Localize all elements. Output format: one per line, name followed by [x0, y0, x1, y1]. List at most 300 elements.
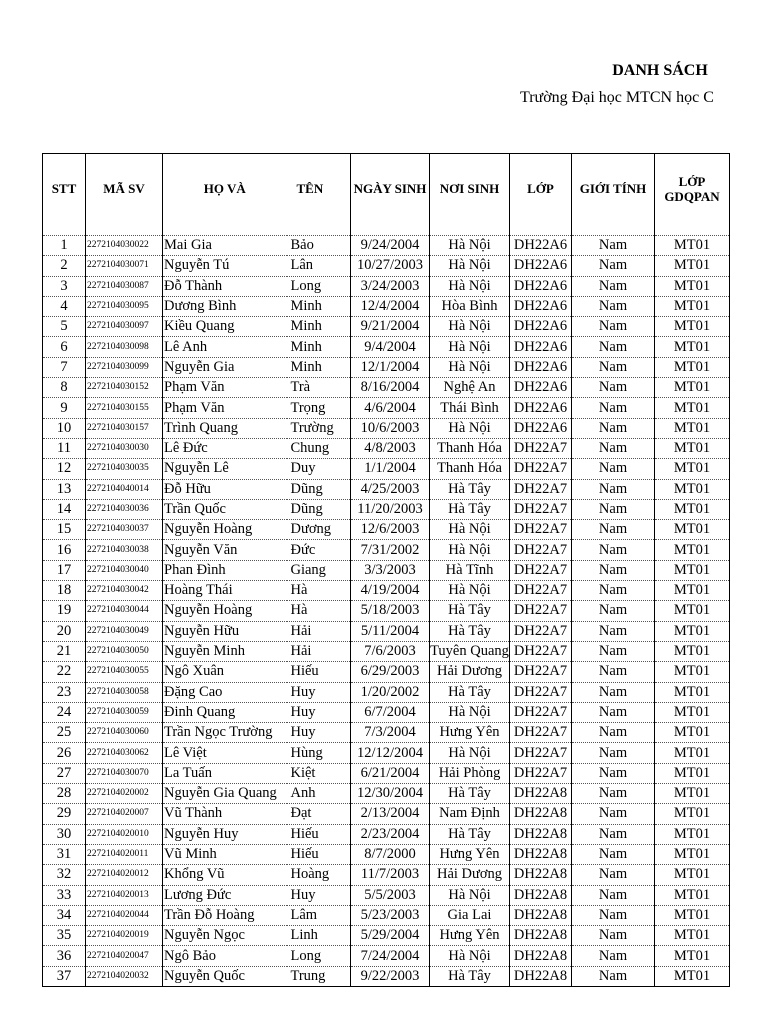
- cell-lop-gdqpan: MT01: [655, 723, 730, 743]
- cell-stt: 1: [43, 236, 86, 256]
- cell-ngay-sinh: 8/7/2000: [351, 844, 430, 864]
- document-subtitle: Trường Đại học MTCN học C: [520, 89, 714, 106]
- cell-noi-sinh: Hà Tây: [430, 499, 510, 519]
- cell-ten: Minh: [287, 317, 351, 337]
- cell-lop-gdqpan: MT01: [655, 398, 730, 418]
- cell-gioi-tinh: Nam: [572, 560, 655, 580]
- cell-ten: Đức: [287, 540, 351, 560]
- cell-ten: Dũng: [287, 499, 351, 519]
- cell-gioi-tinh: Nam: [572, 905, 655, 925]
- cell-gioi-tinh: Nam: [572, 702, 655, 722]
- cell-lop-gdqpan: MT01: [655, 885, 730, 905]
- cell-ma-sv: 2272104030152: [86, 378, 163, 398]
- cell-ma-sv: 2272104030062: [86, 743, 163, 763]
- cell-stt: 35: [43, 926, 86, 946]
- cell-ngay-sinh: 9/22/2003: [351, 966, 430, 986]
- cell-ten: Long: [287, 276, 351, 296]
- cell-lop-gdqpan: MT01: [655, 520, 730, 540]
- cell-ho: Vũ Thành: [163, 804, 287, 824]
- cell-lop-gdqpan: MT01: [655, 784, 730, 804]
- table-row: [43, 479, 730, 499]
- cell-noi-sinh: Hà Tĩnh: [430, 560, 510, 580]
- cell-ngay-sinh: 6/21/2004: [351, 763, 430, 783]
- cell-ho: Đỗ Thành: [163, 276, 287, 296]
- cell-ngay-sinh: 12/4/2004: [351, 296, 430, 316]
- cell-ho: Nguyễn Gia Quang: [163, 784, 287, 804]
- cell-gioi-tinh: Nam: [572, 946, 655, 966]
- cell-noi-sinh: Hưng Yên: [430, 723, 510, 743]
- cell-ngay-sinh: 4/6/2004: [351, 398, 430, 418]
- cell-lop: DH22A7: [510, 459, 572, 479]
- cell-noi-sinh: Hà Tây: [430, 784, 510, 804]
- cell-ho: Phạm Văn: [163, 398, 287, 418]
- cell-lop-gdqpan: MT01: [655, 438, 730, 458]
- cell-lop: DH22A8: [510, 844, 572, 864]
- cell-gioi-tinh: Nam: [572, 378, 655, 398]
- cell-ten: Lân: [287, 256, 351, 276]
- cell-gioi-tinh: Nam: [572, 824, 655, 844]
- cell-lop-gdqpan: MT01: [655, 621, 730, 641]
- cell-ma-sv: 2272104030036: [86, 499, 163, 519]
- cell-lop-gdqpan: MT01: [655, 702, 730, 722]
- cell-ngay-sinh: 7/3/2004: [351, 723, 430, 743]
- table-row: [43, 905, 730, 925]
- cell-ho: Nguyễn Hữu: [163, 621, 287, 641]
- cell-lop: DH22A7: [510, 743, 572, 763]
- header-noi-sinh: NƠI SINH: [430, 154, 510, 224]
- cell-noi-sinh: Nghệ An: [430, 378, 510, 398]
- cell-noi-sinh: Hà Nội: [430, 256, 510, 276]
- cell-noi-sinh: Hà Tây: [430, 479, 510, 499]
- cell-ten: Bảo: [287, 236, 351, 256]
- table-row: [43, 398, 730, 418]
- cell-lop-gdqpan: MT01: [655, 581, 730, 601]
- table-row: [43, 824, 730, 844]
- cell-stt: 24: [43, 702, 86, 722]
- cell-noi-sinh: Hải Dương: [430, 662, 510, 682]
- cell-noi-sinh: Nam Định: [430, 804, 510, 824]
- table-row: [43, 621, 730, 641]
- cell-ten: Linh: [287, 926, 351, 946]
- cell-ho: Nguyễn Minh: [163, 641, 287, 661]
- cell-lop-gdqpan: MT01: [655, 337, 730, 357]
- cell-lop-gdqpan: MT01: [655, 763, 730, 783]
- table-row: [43, 601, 730, 621]
- cell-gioi-tinh: Nam: [572, 682, 655, 702]
- header-ho: HỌ VÀ: [163, 154, 287, 224]
- table-row: [43, 641, 730, 661]
- cell-ma-sv: 2272104020047: [86, 946, 163, 966]
- cell-lop: DH22A7: [510, 520, 572, 540]
- cell-gioi-tinh: Nam: [572, 317, 655, 337]
- cell-lop: DH22A7: [510, 601, 572, 621]
- cell-lop: DH22A8: [510, 784, 572, 804]
- cell-ngay-sinh: 7/31/2002: [351, 540, 430, 560]
- cell-ho: Trình Quang: [163, 418, 287, 438]
- cell-ho: Lương Đức: [163, 885, 287, 905]
- cell-lop: DH22A7: [510, 479, 572, 499]
- cell-gioi-tinh: Nam: [572, 438, 655, 458]
- spacer-cell: [287, 223, 351, 236]
- table-row: [43, 438, 730, 458]
- header-ten: TÊN: [287, 154, 351, 224]
- cell-ten: Dũng: [287, 479, 351, 499]
- cell-ho: Lê Việt: [163, 743, 287, 763]
- header-spacer-row: [43, 223, 730, 236]
- cell-ten: Huy: [287, 682, 351, 702]
- cell-lop-gdqpan: MT01: [655, 824, 730, 844]
- cell-lop: DH22A8: [510, 905, 572, 925]
- cell-ho: Đặng Cao: [163, 682, 287, 702]
- cell-lop: DH22A7: [510, 499, 572, 519]
- cell-noi-sinh: Hà Tây: [430, 824, 510, 844]
- cell-ma-sv: 2272104030087: [86, 276, 163, 296]
- spacer-cell: [163, 223, 287, 236]
- cell-ma-sv: 2272104020007: [86, 804, 163, 824]
- cell-stt: 33: [43, 885, 86, 905]
- cell-ten: Hải: [287, 621, 351, 641]
- spacer-cell: [351, 223, 430, 236]
- table-row: [43, 723, 730, 743]
- cell-lop: DH22A7: [510, 621, 572, 641]
- table-row: [43, 560, 730, 580]
- cell-ngay-sinh: 12/30/2004: [351, 784, 430, 804]
- header-ma-sv: MÃ SV: [86, 154, 163, 224]
- table-row: [43, 276, 730, 296]
- cell-ten: Minh: [287, 337, 351, 357]
- table-row: [43, 966, 730, 986]
- cell-lop-gdqpan: MT01: [655, 378, 730, 398]
- cell-lop: DH22A6: [510, 236, 572, 256]
- header-lop-gdqpan: LỚP GDQPAN: [655, 154, 730, 224]
- cell-gioi-tinh: Nam: [572, 601, 655, 621]
- header-lop: LỚP: [510, 154, 572, 224]
- cell-ma-sv: 2272104030022: [86, 236, 163, 256]
- cell-ten: Hà: [287, 581, 351, 601]
- cell-ma-sv: 2272104020013: [86, 885, 163, 905]
- cell-noi-sinh: Hà Nội: [430, 418, 510, 438]
- cell-lop: DH22A7: [510, 540, 572, 560]
- cell-ngay-sinh: 2/23/2004: [351, 824, 430, 844]
- spacer-cell: [86, 223, 163, 236]
- cell-ten: Anh: [287, 784, 351, 804]
- cell-gioi-tinh: Nam: [572, 479, 655, 499]
- table-row: [43, 885, 730, 905]
- cell-ho: Kiều Quang: [163, 317, 287, 337]
- cell-ten: Chung: [287, 438, 351, 458]
- cell-ho: Nguyễn Tú: [163, 256, 287, 276]
- cell-noi-sinh: Hưng Yên: [430, 926, 510, 946]
- table-row: [43, 865, 730, 885]
- cell-ten: Trường: [287, 418, 351, 438]
- cell-ma-sv: 2272104030035: [86, 459, 163, 479]
- cell-lop-gdqpan: MT01: [655, 499, 730, 519]
- cell-lop-gdqpan: MT01: [655, 459, 730, 479]
- cell-lop-gdqpan: MT01: [655, 296, 730, 316]
- table-row: [43, 662, 730, 682]
- cell-gioi-tinh: Nam: [572, 743, 655, 763]
- cell-noi-sinh: Gia Lai: [430, 905, 510, 925]
- cell-ngay-sinh: 6/7/2004: [351, 702, 430, 722]
- cell-lop: DH22A6: [510, 337, 572, 357]
- cell-ma-sv: 2272104030050: [86, 641, 163, 661]
- cell-ngay-sinh: 5/11/2004: [351, 621, 430, 641]
- spacer-cell: [510, 223, 572, 236]
- cell-ngay-sinh: 12/12/2004: [351, 743, 430, 763]
- cell-lop-gdqpan: MT01: [655, 946, 730, 966]
- cell-stt: 34: [43, 905, 86, 925]
- cell-noi-sinh: Hải Phòng: [430, 763, 510, 783]
- cell-gioi-tinh: Nam: [572, 621, 655, 641]
- cell-gioi-tinh: Nam: [572, 520, 655, 540]
- cell-noi-sinh: Hà Nội: [430, 581, 510, 601]
- cell-gioi-tinh: Nam: [572, 844, 655, 864]
- cell-stt: 22: [43, 662, 86, 682]
- cell-ho: Đinh Quang: [163, 702, 287, 722]
- document-title: DANH SÁCH: [612, 62, 708, 79]
- cell-lop: DH22A6: [510, 276, 572, 296]
- cell-ma-sv: 2272104030070: [86, 763, 163, 783]
- cell-noi-sinh: Hà Tây: [430, 682, 510, 702]
- cell-lop: DH22A7: [510, 438, 572, 458]
- cell-ngay-sinh: 6/29/2003: [351, 662, 430, 682]
- cell-ngay-sinh: 10/27/2003: [351, 256, 430, 276]
- cell-lop-gdqpan: MT01: [655, 966, 730, 986]
- cell-lop: DH22A6: [510, 317, 572, 337]
- cell-ten: Hải: [287, 641, 351, 661]
- cell-noi-sinh: Hòa Bình: [430, 296, 510, 316]
- cell-stt: 21: [43, 641, 86, 661]
- cell-ho: Nguyễn Huy: [163, 824, 287, 844]
- cell-ten: Kiệt: [287, 763, 351, 783]
- cell-stt: 10: [43, 418, 86, 438]
- table-row: [43, 784, 730, 804]
- cell-lop-gdqpan: MT01: [655, 865, 730, 885]
- cell-ma-sv: 2272104030049: [86, 621, 163, 641]
- cell-ten: Hiếu: [287, 844, 351, 864]
- cell-ngay-sinh: 2/13/2004: [351, 804, 430, 824]
- spacer-cell: [572, 223, 655, 236]
- cell-gioi-tinh: Nam: [572, 296, 655, 316]
- cell-lop-gdqpan: MT01: [655, 844, 730, 864]
- cell-ho: Nguyễn Văn: [163, 540, 287, 560]
- cell-gioi-tinh: Nam: [572, 926, 655, 946]
- cell-stt: 7: [43, 357, 86, 377]
- cell-noi-sinh: Tuyên Quang: [430, 641, 510, 661]
- cell-lop: DH22A8: [510, 946, 572, 966]
- cell-ho: Khổng Vũ: [163, 865, 287, 885]
- cell-ngay-sinh: 7/24/2004: [351, 946, 430, 966]
- cell-stt: 18: [43, 581, 86, 601]
- cell-gioi-tinh: Nam: [572, 236, 655, 256]
- cell-lop-gdqpan: MT01: [655, 276, 730, 296]
- cell-ten: Trọng: [287, 398, 351, 418]
- cell-ho: Nguyễn Hoàng: [163, 601, 287, 621]
- table-row: [43, 418, 730, 438]
- cell-stt: 3: [43, 276, 86, 296]
- cell-noi-sinh: Hà Nội: [430, 337, 510, 357]
- cell-ma-sv: 2272104030042: [86, 581, 163, 601]
- cell-lop: DH22A8: [510, 885, 572, 905]
- cell-lop-gdqpan: MT01: [655, 357, 730, 377]
- cell-gioi-tinh: Nam: [572, 418, 655, 438]
- table-header-row: [43, 154, 730, 224]
- cell-ma-sv: 2272104030038: [86, 540, 163, 560]
- spacer-cell: [655, 223, 730, 236]
- cell-ngay-sinh: 4/8/2003: [351, 438, 430, 458]
- cell-ho: Nguyễn Lê: [163, 459, 287, 479]
- table-row: [43, 459, 730, 479]
- cell-ho: Phạm Văn: [163, 378, 287, 398]
- cell-noi-sinh: Hà Tây: [430, 966, 510, 986]
- cell-stt: 6: [43, 337, 86, 357]
- cell-ma-sv: 2272104020002: [86, 784, 163, 804]
- cell-ho: Lê Đức: [163, 438, 287, 458]
- cell-ho: La Tuấn: [163, 763, 287, 783]
- cell-ten: Duy: [287, 459, 351, 479]
- cell-gioi-tinh: Nam: [572, 337, 655, 357]
- cell-stt: 9: [43, 398, 86, 418]
- cell-noi-sinh: Hưng Yên: [430, 844, 510, 864]
- header-gioi-tinh: GIỚI TÍNH: [572, 154, 655, 224]
- table-row: [43, 926, 730, 946]
- cell-ten: Trung: [287, 966, 351, 986]
- cell-ma-sv: 2272104020012: [86, 865, 163, 885]
- cell-noi-sinh: Thanh Hóa: [430, 459, 510, 479]
- cell-ma-sv: 2272104020011: [86, 844, 163, 864]
- cell-stt: 20: [43, 621, 86, 641]
- cell-ma-sv: 2272104030060: [86, 723, 163, 743]
- cell-ho: Trần Ngọc Trường: [163, 723, 287, 743]
- cell-noi-sinh: Hải Dương: [430, 865, 510, 885]
- table-row: [43, 520, 730, 540]
- cell-gioi-tinh: Nam: [572, 804, 655, 824]
- cell-ten: Hùng: [287, 743, 351, 763]
- table-row: [43, 763, 730, 783]
- cell-ho: Ngô Xuân: [163, 662, 287, 682]
- cell-ma-sv: 2272104030098: [86, 337, 163, 357]
- cell-noi-sinh: Hà Nội: [430, 276, 510, 296]
- cell-stt: 29: [43, 804, 86, 824]
- cell-ma-sv: 2272104030095: [86, 296, 163, 316]
- cell-lop: DH22A6: [510, 398, 572, 418]
- cell-lop: DH22A8: [510, 926, 572, 946]
- cell-lop: DH22A7: [510, 702, 572, 722]
- cell-ma-sv: 2272104030099: [86, 357, 163, 377]
- cell-lop-gdqpan: MT01: [655, 418, 730, 438]
- cell-noi-sinh: Thái Bình: [430, 398, 510, 418]
- cell-gioi-tinh: Nam: [572, 276, 655, 296]
- cell-ho: Trần Quốc: [163, 499, 287, 519]
- cell-lop: DH22A7: [510, 560, 572, 580]
- cell-ho: Nguyễn Gia: [163, 357, 287, 377]
- cell-ngay-sinh: 1/1/2004: [351, 459, 430, 479]
- cell-stt: 14: [43, 499, 86, 519]
- cell-ma-sv: 2272104020032: [86, 966, 163, 986]
- cell-stt: 12: [43, 459, 86, 479]
- cell-ma-sv: 2272104030157: [86, 418, 163, 438]
- cell-lop-gdqpan: MT01: [655, 682, 730, 702]
- cell-stt: 23: [43, 682, 86, 702]
- cell-lop-gdqpan: MT01: [655, 479, 730, 499]
- cell-gioi-tinh: Nam: [572, 865, 655, 885]
- cell-gioi-tinh: Nam: [572, 581, 655, 601]
- cell-ngay-sinh: 1/20/2002: [351, 682, 430, 702]
- table-row: [43, 296, 730, 316]
- table-row: [43, 946, 730, 966]
- cell-lop: DH22A7: [510, 763, 572, 783]
- cell-stt: 32: [43, 865, 86, 885]
- table-row: [43, 357, 730, 377]
- cell-stt: 13: [43, 479, 86, 499]
- cell-ma-sv: 2272104030040: [86, 560, 163, 580]
- cell-ten: Dương: [287, 520, 351, 540]
- cell-ma-sv: 2272104030097: [86, 317, 163, 337]
- student-table: [42, 153, 730, 987]
- cell-lop: DH22A6: [510, 378, 572, 398]
- cell-ho: Trần Đỗ Hoàng: [163, 905, 287, 925]
- cell-gioi-tinh: Nam: [572, 398, 655, 418]
- cell-ho: Nguyễn Hoàng: [163, 520, 287, 540]
- spacer-cell: [43, 223, 86, 236]
- cell-ngay-sinh: 3/3/2003: [351, 560, 430, 580]
- cell-noi-sinh: Hà Nội: [430, 317, 510, 337]
- cell-ten: Minh: [287, 357, 351, 377]
- cell-ma-sv: 2272104040014: [86, 479, 163, 499]
- cell-ten: Huy: [287, 723, 351, 743]
- cell-noi-sinh: Thanh Hóa: [430, 438, 510, 458]
- table-row: [43, 804, 730, 824]
- cell-noi-sinh: Hà Nội: [430, 885, 510, 905]
- cell-stt: 19: [43, 601, 86, 621]
- cell-ten: Hiếu: [287, 662, 351, 682]
- cell-lop-gdqpan: MT01: [655, 256, 730, 276]
- cell-stt: 15: [43, 520, 86, 540]
- cell-ngay-sinh: 7/6/2003: [351, 641, 430, 661]
- cell-ho: Nguyễn Ngọc: [163, 926, 287, 946]
- cell-ma-sv: 2272104020010: [86, 824, 163, 844]
- cell-ngay-sinh: 4/19/2004: [351, 581, 430, 601]
- cell-gioi-tinh: Nam: [572, 357, 655, 377]
- cell-noi-sinh: Hà Nội: [430, 236, 510, 256]
- table-row: [43, 499, 730, 519]
- cell-stt: 5: [43, 317, 86, 337]
- header-ngay-sinh: NGÀY SINH: [351, 154, 430, 224]
- cell-gioi-tinh: Nam: [572, 499, 655, 519]
- cell-ten: Huy: [287, 702, 351, 722]
- cell-noi-sinh: Hà Nội: [430, 357, 510, 377]
- cell-ten: Hiếu: [287, 824, 351, 844]
- cell-ten: Huy: [287, 885, 351, 905]
- cell-lop: DH22A7: [510, 723, 572, 743]
- cell-ngay-sinh: 9/4/2004: [351, 337, 430, 357]
- cell-ngay-sinh: 12/6/2003: [351, 520, 430, 540]
- cell-gioi-tinh: Nam: [572, 723, 655, 743]
- cell-gioi-tinh: Nam: [572, 540, 655, 560]
- cell-noi-sinh: Hà Tây: [430, 601, 510, 621]
- cell-stt: 2: [43, 256, 86, 276]
- cell-lop: DH22A6: [510, 256, 572, 276]
- cell-stt: 37: [43, 966, 86, 986]
- cell-lop: DH22A6: [510, 357, 572, 377]
- cell-ho: Lê Anh: [163, 337, 287, 357]
- cell-lop: DH22A8: [510, 865, 572, 885]
- cell-lop-gdqpan: MT01: [655, 236, 730, 256]
- cell-ho: Vũ Minh: [163, 844, 287, 864]
- cell-lop-gdqpan: MT01: [655, 743, 730, 763]
- cell-lop-gdqpan: MT01: [655, 601, 730, 621]
- cell-ma-sv: 2272104030155: [86, 398, 163, 418]
